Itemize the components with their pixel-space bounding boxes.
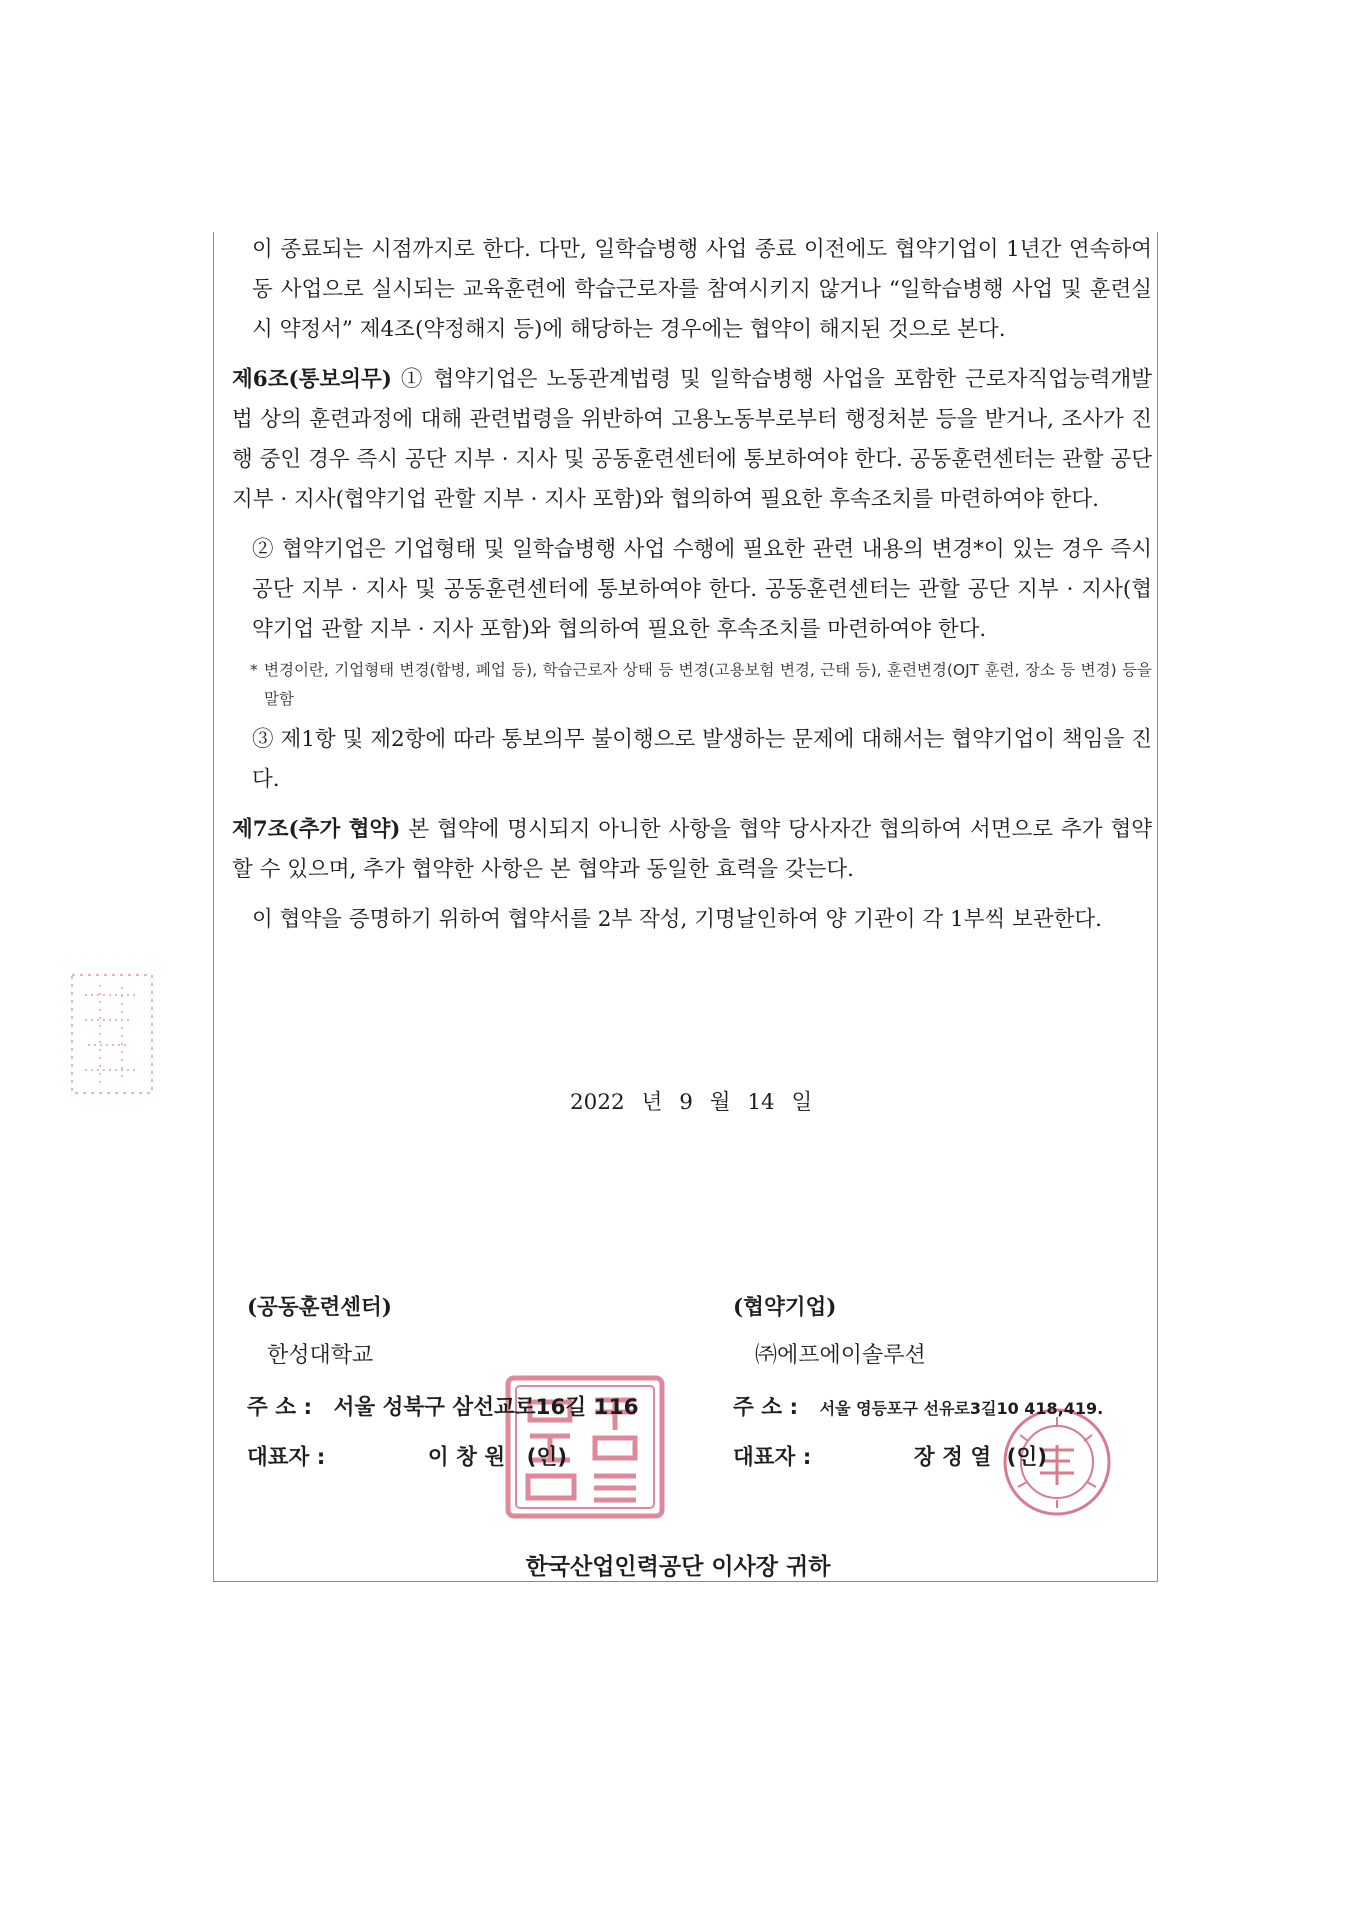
article7-title: 제7조(추가 협약): [232, 817, 401, 842]
left-party-address: [247, 1390, 639, 1421]
article6-paragraph2: [232, 530, 1152, 650]
agreement-date: [570, 1085, 812, 1116]
right-party-representative: [733, 1440, 1047, 1471]
article6-footnote: [250, 656, 1152, 714]
agreement-body: [232, 230, 1152, 950]
date-day-unit: 일: [791, 1090, 813, 1115]
closing-text: 이 협약을 증명하기 위하여 협약서를 2부 작성, 기명날인하여 양 기관이 각 1부씩 보관한다.: [252, 907, 1102, 932]
right-party-heading: [733, 1290, 836, 1321]
right-party-address: [733, 1390, 1103, 1421]
article6-paragraph1: [232, 360, 1152, 520]
article6-p3-text: ③ 제1항 및 제2항에 따라 통보의무 불이행으로 발생하는 문제에 대해서는 협약기업이 책임을 진다.: [252, 727, 1152, 792]
date-month-unit: 월: [709, 1090, 731, 1115]
left-party-representative: [247, 1440, 567, 1471]
left-address-label: 주 소 :: [247, 1395, 313, 1420]
left-rep-name: 이 창 원: [427, 1445, 506, 1470]
right-rep-name: 장 정 열: [913, 1445, 992, 1470]
margin-seal-mark: [60, 965, 170, 1105]
date-month: 9: [679, 1090, 693, 1115]
addressee-footer: 한국산업인력공단 이사장 귀하: [525, 1554, 831, 1580]
right-address-value: 서울 영등포구 선유로3길10 418,419.: [819, 1399, 1104, 1418]
article5-text: 이 종료되는 시점까지로 한다. 다만, 일학습병행 사업 종료 이전에도 협약기업이 1년간 연속하여 동 사업으로 실시되는 교육훈련에 학습근로자를 참여시키지 않거나 “일학습병행 사업 및 훈련실시 약정서” 제4조(약정해지 등)에 해당하는 경우에는 협약이 해지된 것으로 본다.: [252, 237, 1152, 342]
left-party-heading-text: (공동훈련센터): [247, 1295, 392, 1320]
article6-paragraph3: [232, 720, 1152, 800]
left-party-heading: [247, 1290, 392, 1321]
right-party-name: ㈜에프에이솔루션: [755, 1343, 926, 1368]
article6-title: 제6조(통보의무): [232, 367, 392, 392]
article6-p1-text: ① 협약기업은 노동관계법령 및 일학습병행 사업을 포함한 근로자직업능력개발법 상의 훈련과정에 대해 관련법령을 위반하여 고용노동부로부터 행정처분 등을 받거나, 조사가 진행 중인 경우 즉시 공단 지부 · 지사 및 공동훈련센터에 통보하여야 한다. 공동훈련센터는 관할 공단 지부 · 지사(협약기업 관할 지부 · 지사 포함)와 협의하여 필요한 후속조치를 마련하여야 한다.: [232, 367, 1152, 512]
right-seal-mark: (인): [1006, 1445, 1048, 1470]
right-party-heading-text: (협약기업): [733, 1295, 837, 1320]
article7: [232, 810, 1152, 890]
footnote-mark: *: [250, 661, 258, 679]
right-address-label: 주 소 :: [733, 1395, 799, 1420]
footnote-text: 변경이란, 기업형태 변경(합병, 폐업 등), 학습근로자 상태 등 변경(고용보험 변경, 근태 등), 훈련변경(OJT 훈련, 장소 등 변경) 등을 말함: [264, 661, 1152, 708]
left-rep-label: 대표자 :: [247, 1445, 326, 1470]
right-rep-label: 대표자 :: [733, 1445, 812, 1470]
article6-p2-text: ② 협약기업은 기업형태 및 일학습병행 사업 수행에 필요한 관련 내용의 변경*이 있는 경우 즉시 공단 지부 · 지사 및 공동훈련센터에 통보하여야 한다. 공동훈련센터는 관할 공단 지부 · 지사(협약기업 관할 지부 · 지사 포함)와 협의하여 필요한 후속조치를 마련하여야 한다.: [252, 537, 1152, 642]
date-year-unit: 년: [641, 1090, 663, 1115]
closing-statement: [232, 900, 1152, 940]
date-day: 14: [747, 1090, 775, 1115]
left-address-value: 서울 성북구 삼선교로16길 116: [333, 1395, 639, 1420]
date-year: 2022: [570, 1090, 625, 1115]
article5-continuation: [232, 230, 1152, 350]
left-party-name: 한성대학교: [267, 1343, 374, 1368]
article7-text: 본 협약에 명시되지 아니한 사항을 협약 당사자간 협의하여 서면으로 추가 협약할 수 있으며, 추가 협약한 사항은 본 협약과 동일한 효력을 갖는다.: [232, 817, 1152, 882]
left-seal-mark: (인): [526, 1445, 568, 1470]
